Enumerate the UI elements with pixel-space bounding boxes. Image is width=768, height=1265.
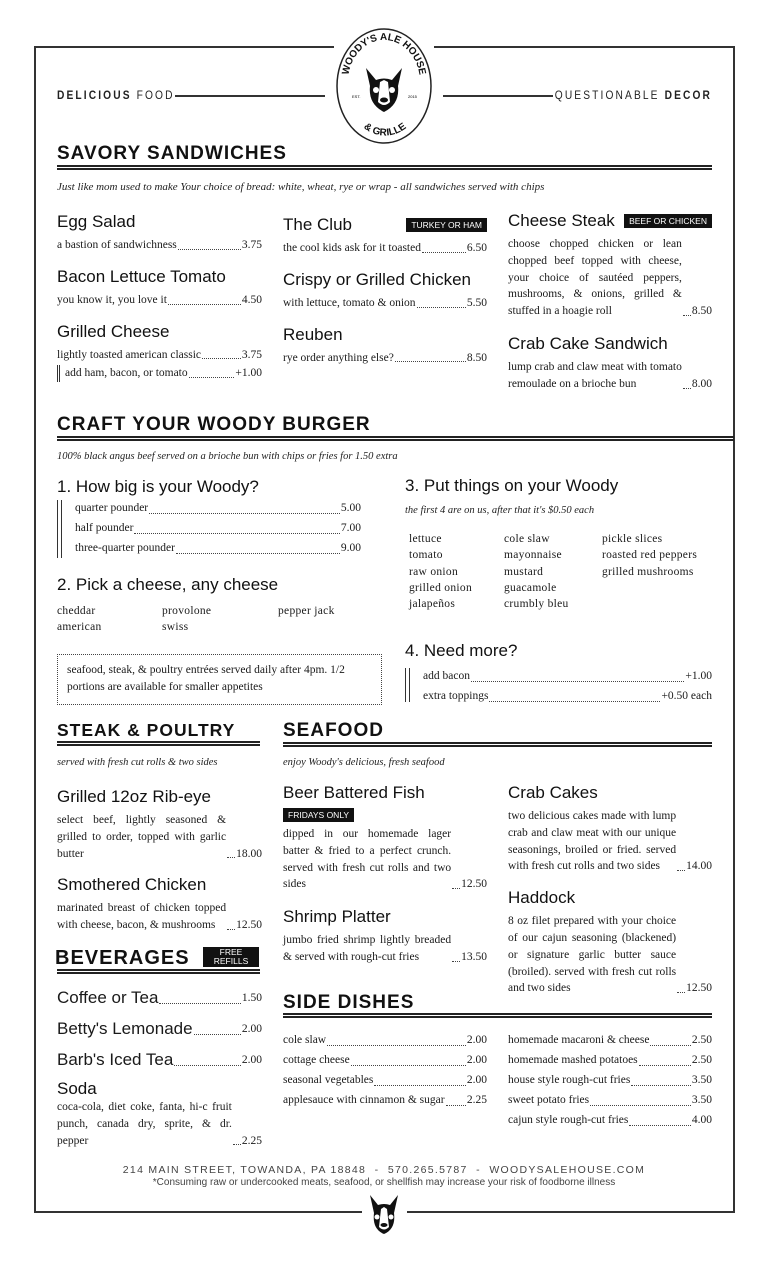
section-title-steak: STEAK & POULTRY — [57, 720, 236, 740]
item-price: 13.50 — [461, 950, 487, 963]
tagline-left-line — [175, 95, 325, 97]
item-desc: jumbo fried shrimp lightly breaded & served with rough-cut fries — [283, 934, 452, 963]
item-desc: with lettuce, tomato & onion — [283, 296, 416, 309]
free-refills-badge: FREE REFILLS — [203, 947, 259, 967]
dog-head-icon — [366, 1193, 402, 1235]
tagline-right-line — [443, 95, 553, 97]
step3-title: 3. Put things on your Woody — [405, 476, 619, 495]
topping: jalapeños — [409, 598, 456, 611]
topping: grilled mushrooms — [602, 565, 694, 578]
toppings-grid — [409, 531, 722, 612]
seafood-column-1 — [283, 781, 487, 977]
topping: grilled onion — [409, 581, 472, 594]
section-rule — [57, 436, 734, 441]
item-desc: dipped in our homemade lager batter & fried to a perfect crunch. served with fresh cut rolls and two sides — [283, 828, 452, 891]
sides-column-1 — [283, 1030, 487, 1110]
item-name: Soda — [57, 1079, 97, 1098]
item-badge: TURKEY OR HAM — [406, 218, 487, 232]
cheese-option: swiss — [162, 621, 189, 634]
frame-right — [733, 46, 735, 1213]
section-title-seafood: SEAFOOD — [283, 720, 384, 741]
size-row: quarter pounder 5.00 — [75, 502, 361, 514]
item-name: Smothered Chicken — [57, 875, 207, 895]
frame-top-left — [34, 46, 334, 48]
item-price: 2.25 — [241, 1134, 262, 1147]
item-name: Crab Cake Sandwich — [508, 333, 668, 353]
menu-item — [57, 320, 262, 383]
item-desc: you know it, you love it — [57, 293, 167, 306]
frame-top-right — [434, 46, 735, 48]
addon-desc: add ham, bacon, or tomato — [57, 365, 188, 382]
side-item: homemade mashed potatoes 2.50 — [508, 1054, 712, 1066]
item-desc: coca-cola, diet coke, fanta, hi-c fruit punch, canada dry, sprite, & dr. pepper — [57, 1101, 232, 1147]
extra-row: add bacon +1.00 — [423, 670, 712, 682]
topping: tomato — [409, 549, 443, 562]
item-price: 5.50 — [466, 296, 487, 309]
item-name: Egg Salad — [57, 212, 136, 231]
svg-text:2015: 2015 — [408, 94, 417, 99]
item-price: 14.00 — [686, 860, 712, 873]
sandwich-column-2 — [283, 213, 487, 377]
item-name: Haddock — [508, 888, 576, 908]
topping: mustard — [504, 565, 544, 578]
item-desc: 8 oz filet prepared with your choice of our cajun seasoning (blackened) or signature garlic butter sauce (broiled). served with fresh cut rolls and two sides — [508, 915, 677, 995]
item-name: Cheese Steak BEEF OR CHICKEN — [508, 209, 712, 233]
item-price: 3.75 — [241, 239, 262, 251]
side-item: cajun style rough-cut fries 4.00 — [508, 1114, 712, 1126]
cheese-option: cheddar — [57, 605, 96, 617]
cheese-option: provolone — [162, 605, 212, 617]
side-item: applesauce with cinnamon & sugar 2.25 — [283, 1094, 487, 1106]
item-desc: select beef, lightly seasoned & grilled to order, topped with garlic butter — [57, 814, 227, 860]
topping: pickle slices — [602, 533, 663, 545]
steak-subtitle: served with fresh cut rolls & two sides — [57, 757, 218, 768]
item-price: 8.50 — [466, 351, 487, 364]
beverage-item: Coffee or Tea 1.50 — [57, 988, 262, 1007]
item-name: Crab Cakes — [508, 783, 598, 802]
section-rule — [57, 741, 260, 746]
tagline-right: QUESTIONABLE DECOR — [554, 88, 712, 102]
item-price: 12.50 — [686, 982, 712, 995]
svg-text:EST.: EST. — [352, 94, 361, 99]
item-price: 8.50 — [691, 305, 712, 318]
section-title-sides: SIDE DISHES — [283, 992, 415, 1013]
burger-subtitle: 100% black angus beef served on a brioche bun with chips or fries for 1.50 extra — [57, 451, 398, 462]
item-name: The Club TURKEY OR HAM — [283, 213, 487, 237]
item-name: Grilled 12oz Rib-eye — [57, 787, 212, 806]
seafood-subtitle: enjoy Woody's delicious, fresh seafood — [283, 757, 445, 768]
portions-note: seafood, steak, & poultry entrées served daily after 4pm. 1/2 portions are available for smaller appetites — [57, 654, 382, 705]
topping: mayonnaise — [504, 549, 562, 562]
side-item: sweet potato fries 3.50 — [508, 1094, 712, 1106]
item-name: Bacon Lettuce Tomato — [57, 266, 226, 286]
steak-column — [57, 785, 262, 945]
extras-list — [423, 666, 712, 706]
side-item: cole slaw 2.00 — [283, 1034, 487, 1046]
beverages-list — [57, 986, 262, 1149]
item-price: 4.50 — [241, 293, 262, 306]
section-title-sandwiches: SAVORY SANDWICHES — [57, 143, 287, 164]
side-item: homemade macaroni & cheese 2.50 — [508, 1034, 712, 1046]
menu-item — [57, 210, 262, 254]
section-rule — [57, 969, 260, 974]
cheese-grid — [57, 603, 378, 636]
seafood-column-2 — [508, 781, 712, 1008]
frame-bottom-right — [407, 1211, 735, 1213]
item-price: 12.50 — [236, 919, 262, 932]
item-name: Reuben — [283, 324, 343, 344]
item-desc: rye order anything else? — [283, 351, 394, 364]
item-badge: FRIDAYS ONLY — [283, 808, 354, 822]
sandwich-column-1 — [57, 210, 262, 393]
section-rule — [283, 1013, 712, 1018]
step4-title: 4. Need more? — [405, 641, 518, 660]
step3-subtitle: the first 4 are on us, after that it's $0.50 each — [405, 505, 595, 516]
menu-item — [57, 265, 262, 309]
cheese-option: american — [57, 621, 102, 634]
size-row: half pounder 7.00 — [75, 522, 361, 534]
item-price: 6.50 — [466, 242, 487, 254]
item-desc: the cool kids ask for it toasted — [283, 242, 421, 254]
item-price: 3.75 — [241, 348, 262, 361]
logo — [330, 24, 438, 146]
double-bar — [405, 668, 410, 702]
sides-column-2 — [508, 1030, 712, 1130]
topping: roasted red peppers — [602, 549, 698, 562]
footer-disclaimer: *Consuming raw or undercooked meats, seafood, or shellfish may increase your risk of foodborne illness — [152, 1177, 616, 1188]
section-title-burger: CRAFT YOUR WOODY BURGER — [57, 414, 371, 435]
item-desc: two delicious cakes made with lump crab and claw meat with our unique seasonings, broiled or fried. served with fresh cut rolls and two sides — [508, 810, 677, 873]
size-row: three-quarter pounder 9.00 — [75, 542, 361, 554]
size-list — [75, 498, 361, 558]
topping — [602, 596, 722, 612]
beverage-item: Barb's Iced Tea 2.00 — [57, 1050, 262, 1069]
item-name: Crispy or Grilled Chicken — [283, 269, 471, 289]
topping: raw onion — [409, 565, 459, 578]
item-price: 18.00 — [236, 847, 262, 860]
sandwich-column-3 — [508, 209, 712, 404]
footer-address: 214 MAIN STREET, TOWANDA, PA 18848 - 570.265.5787 - WOODYSALEHOUSE.COM — [122, 1164, 646, 1176]
frame-left — [34, 46, 36, 1213]
double-bar — [57, 500, 62, 558]
section-rule — [57, 165, 712, 170]
cheese-option: pepper jack — [278, 605, 335, 617]
addon-price: +1.00 — [235, 367, 262, 380]
step2-title: 2. Pick a cheese, any cheese — [57, 575, 279, 594]
beverage-item: Betty's Lemonade 2.00 — [57, 1019, 262, 1038]
svg-text:& GRILLE: & GRILLE — [361, 121, 409, 139]
item-desc: marinated breast of chicken topped with cheese, bacon, & mushrooms — [57, 902, 227, 932]
section-title-beverages: BEVERAGES — [55, 947, 190, 969]
side-item: cottage cheese 2.00 — [283, 1054, 487, 1066]
topping: cole slaw — [504, 533, 550, 545]
tagline-left: DELICIOUS FOOD — [57, 88, 175, 102]
item-desc: a bastion of sandwichness — [57, 239, 177, 251]
item-badge: BEEF OR CHICKEN — [624, 214, 712, 228]
frame-bottom-left — [34, 1211, 362, 1213]
extra-row: extra toppings +0.50 each — [423, 690, 712, 702]
sandwiches-subtitle: Just like mom used to make Your choice of bread: white, wheat, rye or wrap - all sandwiches served with chips — [57, 181, 545, 193]
topping: lettuce — [409, 533, 442, 545]
item-name: Shrimp Platter — [283, 907, 391, 927]
svg-text:WOODY'S ALE HOUSE: WOODY'S ALE HOUSE — [340, 31, 428, 76]
item-desc: choose chopped chicken or lean chopped beef topped with cheese, your choice of sautéed peppers, mushrooms, & onions, grilled & stuffed in a hoagie roll — [508, 238, 682, 318]
section-rule — [283, 742, 712, 747]
item-price: 12.50 — [461, 878, 487, 891]
item-name: Grilled Cheese — [57, 321, 170, 341]
item-name: Beer Battered Fish — [283, 783, 425, 802]
topping: crumbly bleu — [504, 598, 569, 611]
topping: guacamole — [504, 581, 557, 594]
item-desc: lightly toasted american classic — [57, 348, 202, 361]
topping — [602, 580, 722, 596]
side-item: house style rough-cut fries 3.50 — [508, 1074, 712, 1086]
item-price: 8.00 — [691, 377, 712, 390]
side-item: seasonal vegetables 2.00 — [283, 1074, 487, 1086]
item-desc: lump crab and claw meat with tomato remoulade on a brioche bun — [508, 360, 682, 390]
step1-title: 1. How big is your Woody? — [57, 477, 259, 496]
